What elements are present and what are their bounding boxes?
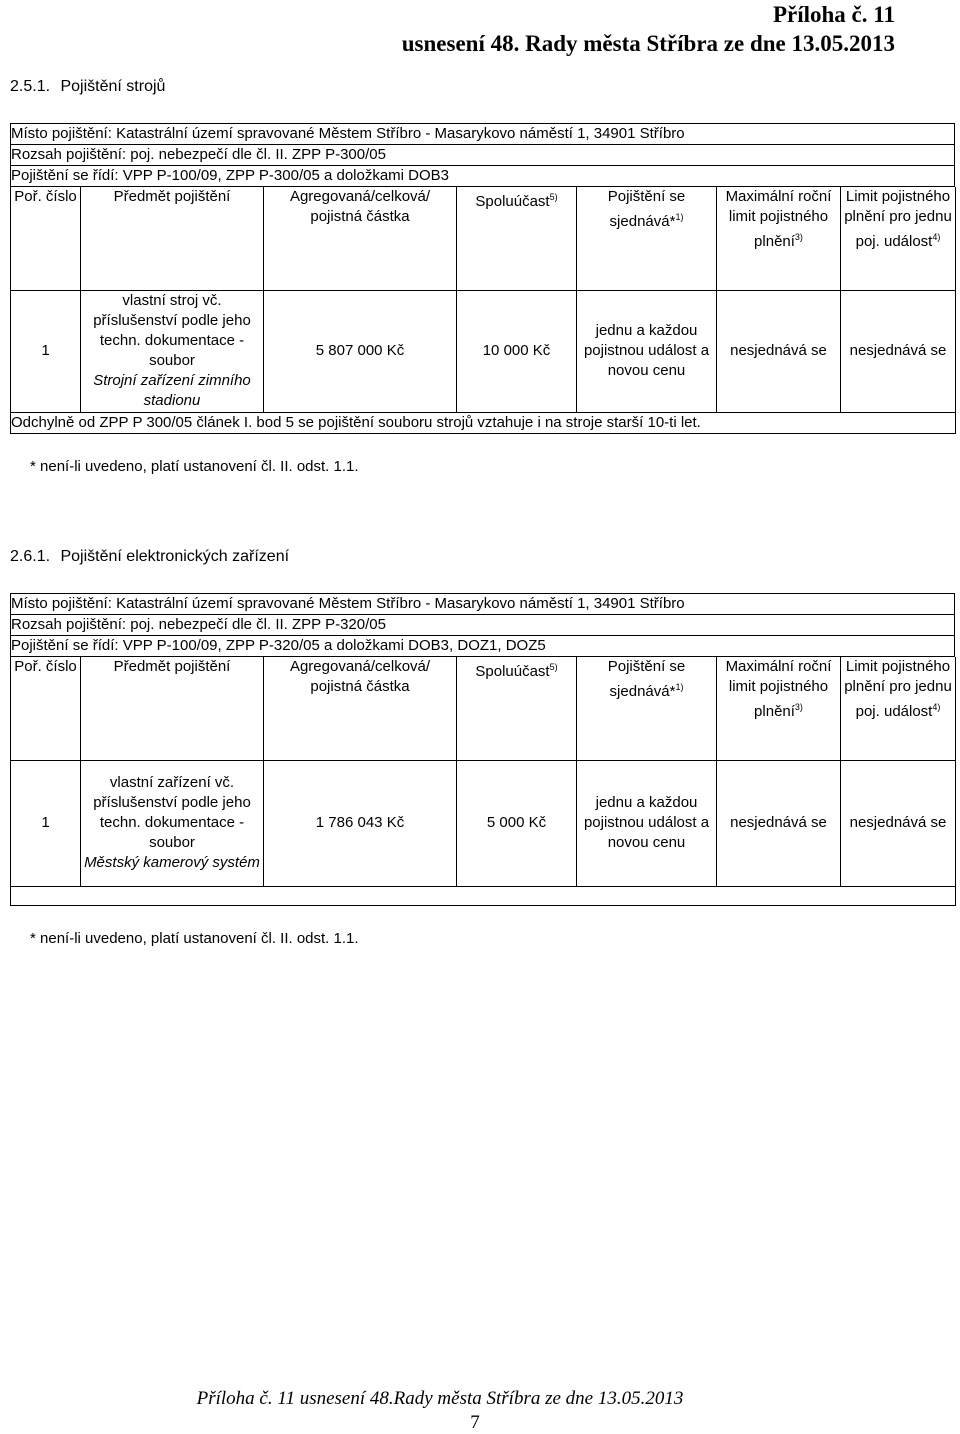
- cell-limit: nesjednává se: [841, 760, 956, 886]
- section-heading: [10, 78, 955, 96]
- col-header-amount: Agregovaná/celková/ pojistná částka: [264, 657, 457, 760]
- place-value: Katastrální území spravované Městem Stříbro - Masarykovo náměstí 1, 34901 Stříbro: [116, 595, 685, 612]
- rules-value: VPP P-100/09, ZPP P-300/05 a doložkami DOB3: [122, 167, 450, 184]
- cell-amount: 1 786 043 Kč: [264, 760, 457, 886]
- cell-max-limit: nesjednává se: [717, 290, 841, 412]
- deviation-note: Odchylně od ZPP P 300/05 článek I. bod 5 se pojištění souboru strojů vztahuje i na stroje starší 10-ti let.: [11, 412, 956, 433]
- insurance-info: [10, 593, 955, 657]
- place-label: Místo pojištění:: [11, 125, 112, 142]
- appendix-label: Příloha č. 11: [772, 2, 895, 27]
- section-title: Pojištění elektronických zařízení: [60, 548, 290, 565]
- cell-negotiated: jednu a každou pojistnou událost a novou cenu: [577, 290, 717, 412]
- col-header-max-limit: Maximální roční limit pojistného plnění$^{3)}$: [717, 657, 841, 760]
- col-header-negotiated: Pojištění se sjednává*$^{1)}$: [577, 657, 717, 760]
- table-row: [11, 760, 956, 886]
- col-header-no: Poř. číslo: [11, 657, 81, 760]
- footnote: * není-li uvedeno, platí ustanovení čl. II. odst. 1.1.: [30, 458, 359, 475]
- footnote: * není-li uvedeno, platí ustanovení čl. II. odst. 1.1.: [30, 930, 359, 947]
- col-header-subject: Předmět pojištění: [81, 657, 264, 760]
- insurance-table: [10, 187, 956, 434]
- cell-negotiated: jednu a každou pojistnou událost a novou cenu: [577, 760, 717, 886]
- insurance-table: [10, 657, 956, 906]
- col-header-negotiated: Pojištění se sjednává*$^{1)}$: [577, 187, 717, 290]
- table-row: [11, 290, 956, 412]
- scope-line: [11, 615, 954, 636]
- place-line: [11, 594, 954, 615]
- scope-label: Rozsah pojištění:: [11, 616, 127, 633]
- section-heading: [10, 548, 955, 566]
- section-number: 2.6.1.: [10, 548, 51, 565]
- scope-value: poj. nebezpečí dle čl. II. ZPP P-320/05: [130, 616, 386, 633]
- col-header-deductible: Spoluúčast$^{5)}$: [457, 187, 577, 290]
- empty-note-row: [11, 886, 956, 905]
- cell-limit: nesjednává se: [841, 290, 956, 412]
- page-number: 7: [470, 1412, 480, 1433]
- footer-text: Příloha č. 11 usnesení 48.Rady města Stříbra ze dne 13.05.2013: [196, 1388, 684, 1409]
- cell-deductible: 5 000 Kč: [457, 760, 577, 886]
- section-electronics-insurance: [10, 548, 955, 906]
- col-header-amount: Agregovaná/celková/ pojistná částka: [264, 187, 457, 290]
- resolution-label: usnesení 48. Rady města Stříbra ze dne 13.05.2013: [401, 31, 895, 56]
- cell-no: 1: [11, 760, 81, 886]
- page-footer: [0, 1388, 960, 1434]
- scope-line: [11, 145, 954, 166]
- rules-line: [11, 166, 954, 187]
- rules-line: [11, 636, 954, 657]
- col-header-no: Poř. číslo: [11, 187, 81, 290]
- cell-subject: vlastní stroj vč. příslušenství podle jeho techn. dokumentace - soubor Strojní zařízení zimního stadionu: [81, 290, 264, 412]
- scope-value: poj. nebezpečí dle čl. II. ZPP P-300/05: [130, 146, 386, 163]
- section-number: 2.5.1.: [10, 78, 51, 95]
- rules-value: VPP P-100/09, ZPP P-320/05 a doložkami DOB3, DOZ1, DOZ5: [122, 637, 546, 654]
- place-value: Katastrální území spravované Městem Stříbro - Masarykovo náměstí 1, 34901 Stříbro: [116, 125, 685, 142]
- col-header-limit: Limit pojistného plnění pro jednu poj. událost$^{4)}$: [841, 187, 956, 290]
- section-title: Pojištění strojů: [60, 78, 166, 95]
- place-line: [11, 124, 954, 145]
- col-header-subject: Předmět pojištění: [81, 187, 264, 290]
- document-header: [402, 0, 895, 58]
- rules-label: Pojištění se řídí:: [11, 637, 119, 654]
- col-header-limit: Limit pojistného plnění pro jednu poj. událost$^{4)}$: [841, 657, 956, 760]
- cell-deductible: 10 000 Kč: [457, 290, 577, 412]
- col-header-deductible: Spoluúčast$^{5)}$: [457, 657, 577, 760]
- scope-label: Rozsah pojištění:: [11, 146, 127, 163]
- col-header-max-limit: Maximální roční limit pojistného plnění$^{3)}$: [717, 187, 841, 290]
- cell-amount: 5 807 000 Kč: [264, 290, 457, 412]
- place-label: Místo pojištění:: [11, 595, 112, 612]
- rules-label: Pojištění se řídí:: [11, 167, 119, 184]
- cell-no: 1: [11, 290, 81, 412]
- insurance-info: [10, 123, 955, 187]
- cell-subject: vlastní zařízení vč. příslušenství podle jeho techn. dokumentace - soubor Městský kamerový systém: [81, 760, 264, 886]
- section-machinery-insurance: [10, 78, 955, 434]
- cell-max-limit: nesjednává se: [717, 760, 841, 886]
